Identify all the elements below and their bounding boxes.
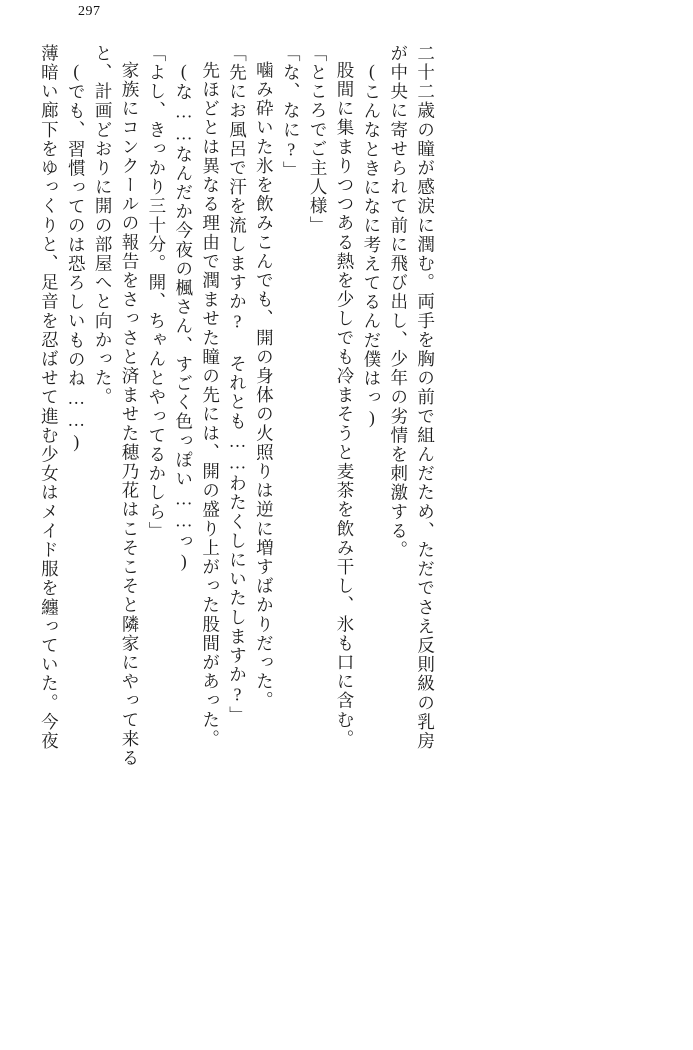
text-column: 「ところでご主人様」 bbox=[308, 44, 329, 235]
text-column: (こんなときになに考えてるんだ僕はっ) bbox=[361, 61, 382, 429]
text-column: 噛み砕いた氷を飲みこんでも、開の身体の火照りは逆に増すばかりだった。 bbox=[254, 61, 275, 711]
text-column: 二十二歳の瞳が感涙に潤む。両手を胸の前で組んだため、ただでさえ反則級の乳房 bbox=[415, 44, 436, 751]
text-column: 薄暗い廊下をゆっくりと、足音を忍ばせて進む少女はメイド服を纏っていた。今夜 bbox=[39, 44, 60, 751]
text-column: 「な、なに?」 bbox=[281, 44, 302, 181]
text-column: 先ほどとは異なる理由で潤ませた瞳の先には、開の盛り上がった股間があった。 bbox=[200, 61, 221, 749]
text-column: 「先にお風呂で汗を流しますか? それとも……わたくしにいたしますか?」 bbox=[227, 44, 248, 725]
text-columns bbox=[40, 44, 435, 1001]
text-column: 家族にコンクールの報告をさっさと済ませた穂乃花はこそこそと隣家にやって来る bbox=[120, 61, 140, 768]
text-column: 「よし、きっかり三十分。開、ちゃんとやってるかしら」 bbox=[146, 44, 167, 541]
page-body-text bbox=[40, 44, 631, 984]
text-column: (でも、習慣ってのは恐ろしいものね……) bbox=[66, 61, 87, 453]
page-number: 297 bbox=[78, 4, 101, 19]
text-column: 股間に集まりつつある熱を少しでも冷まそうと麦茶を飲み干し、氷も口に含む。 bbox=[335, 61, 355, 749]
text-column: (な……なんだか今夜の楓さん、すごく色っぽい……っ) bbox=[173, 61, 194, 573]
text-column: と、計画どおりに開の部屋へと向かった。 bbox=[93, 44, 114, 407]
text-column: が中央に寄せられて前に飛び出し、少年の劣情を刺激する。 bbox=[388, 44, 409, 560]
